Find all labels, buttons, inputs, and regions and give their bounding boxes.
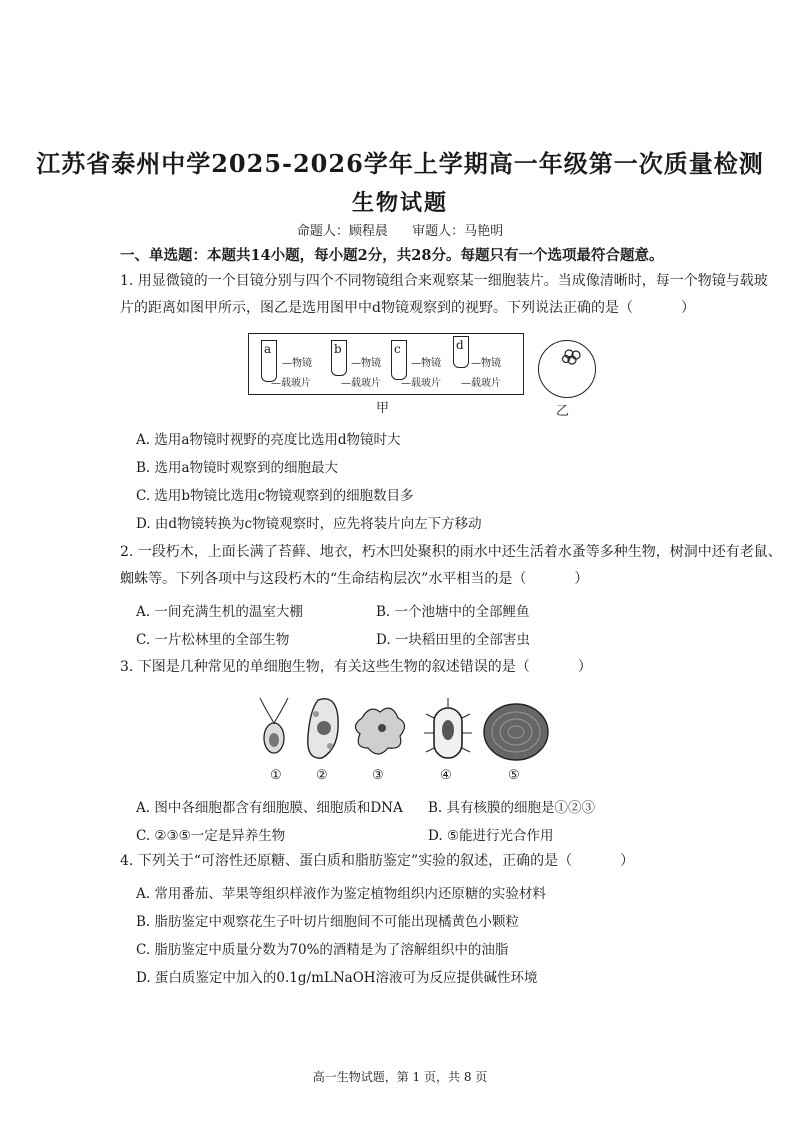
q3-stem-text: 3. 下图是几种常见的单细胞生物，有关这些生物的叙述错误的是（ — [120, 659, 530, 675]
q2-option-b: B. 一个池塘中的全部鲤鱼 — [376, 604, 530, 620]
organism-2-paramecium-icon — [308, 699, 338, 758]
q2-option-c: C. 一片松林里的全部生物 — [136, 632, 290, 648]
lens-label-c: —物镜 — [411, 358, 441, 369]
q2-stem-line1: 2. 一段朽木，上面长满了苔藓、地衣，朽木凹处聚积的雨水中还生活着水蚤等多种生物，树洞中还有老鼠、 — [120, 544, 782, 560]
figure-label-jia: 甲 — [376, 401, 390, 416]
q2-stem-line2 — [120, 566, 588, 593]
q4-option-a: A. 常用番茄、苹果等组织样液作为鉴定植物组织内还原糖的实验材料 — [136, 886, 546, 902]
q4-option-c: C. 脂肪鉴定中质量分数为70%的酒精是为了溶解组织中的油脂 — [136, 942, 509, 958]
objective-a-letter: a — [264, 342, 272, 356]
organism-3-amoeba-icon — [355, 708, 404, 754]
objective-b-letter: b — [334, 342, 342, 356]
lens-label-a: —物镜 — [282, 358, 312, 369]
organism-4-bacterium-icon — [424, 698, 472, 758]
organism-5-cyanobacterium-icon — [484, 704, 548, 760]
exam-subject: 生物试题 — [351, 190, 448, 216]
q4-option-d: D. 蛋白质鉴定中加入的0.1g/mLNaOH溶液可为反应提供碱性环境 — [136, 970, 538, 986]
slide-label-b: —载玻片 — [341, 378, 381, 389]
q4-stem-close: ） — [620, 853, 635, 869]
figure-label-yi: 乙 — [556, 404, 570, 419]
q1-figure-jia — [248, 333, 524, 395]
q2-stem-close: ） — [574, 571, 589, 587]
q3-option-d: D. ⑤能进行光合作用 — [428, 828, 554, 844]
q1-option-b: B. 选用a物镜时观察到的细胞最大 — [136, 460, 339, 476]
lens-label-b: —物镜 — [351, 358, 381, 369]
q3-option-a: A. 图中各细胞都含有细胞膜、细胞质和DNA — [136, 800, 403, 816]
q3-stem — [120, 654, 592, 681]
q1-stem-close: ） — [680, 300, 695, 316]
organism-number-5: ⑤ — [508, 768, 520, 783]
q3-option-c: C. ②③⑤一定是异养生物 — [136, 828, 286, 844]
objective-d-letter: d — [456, 338, 464, 352]
slide-label-c: —载玻片 — [401, 378, 441, 389]
exam-title: 江苏省泰州中学2025-2026学年上学期高一年级第一次质量检测 — [36, 149, 764, 178]
q1-figure-yi-field-of-view — [538, 340, 596, 398]
section-heading: 一、单选题：本题共14小题，每小题2分，共28分。每题只有一个选项最符合题意。 — [120, 247, 664, 264]
organism-number-3: ③ — [372, 768, 384, 783]
q4-stem — [120, 848, 634, 875]
q3-organisms-figure — [244, 688, 564, 768]
cell-cluster-icon — [539, 341, 595, 397]
q1-stem-line1: 1. 用显微镜的一个目镜分别与四个不同物镜组合来观察某一细胞装片。当成像清晰时，每一个物镜与载玻 — [120, 273, 768, 289]
slide-label-a: —载玻片 — [271, 378, 311, 389]
q1-stem-text: 片的距离如图甲所示，图乙是选用图甲中d物镜观察到的视野。下列说法正确的是（ — [120, 300, 633, 316]
organism-number-4: ④ — [440, 768, 452, 783]
q2-option-a: A. 一间充满生机的温室大棚 — [136, 604, 303, 620]
q4-stem-text: 4. 下列关于“可溶性还原糖、蛋白质和脂肪鉴定”实验的叙述，正确的是（ — [120, 853, 573, 869]
page-footer: 高一生物试题，第 1 页，共 8 页 — [312, 1070, 488, 1084]
q2-option-d: D. 一块稻田里的全部害虫 — [376, 632, 530, 648]
lens-label-d: —物镜 — [471, 358, 501, 369]
slide-label-d: —载玻片 — [461, 378, 501, 389]
q2-stem-text: 蜘蛛等。下列各项中与这段朽木的“生命结构层次”水平相当的是（ — [120, 571, 527, 587]
organism-number-1: ① — [270, 768, 282, 783]
organism-number-2: ② — [316, 768, 328, 783]
exam-authors — [0, 220, 800, 239]
q1-option-d: D. 由d物镜转换为c物镜观察时，应先将装片向左下方移动 — [136, 516, 482, 532]
q4-option-b: B. 脂肪鉴定中观察花生子叶切片细胞间不可能出现橘黄色小颗粒 — [136, 914, 520, 930]
q1-stem-line2 — [120, 295, 695, 322]
q1-option-c: C. 选用b物镜比选用c物镜观察到的细胞数目多 — [136, 488, 414, 504]
q3-stem-close: ） — [577, 659, 592, 675]
author-reviewer: 审题人：马艳明 — [412, 224, 504, 239]
q3-option-b: B. 具有核膜的细胞是①②③ — [428, 800, 596, 816]
author-setter: 命题人：顾程晨 — [296, 224, 388, 239]
q1-option-a: A. 选用a物镜时视野的亮度比选用d物镜时大 — [136, 432, 401, 448]
objective-c-letter: c — [394, 342, 401, 356]
organism-1-chlamydomonas-icon — [260, 698, 288, 753]
